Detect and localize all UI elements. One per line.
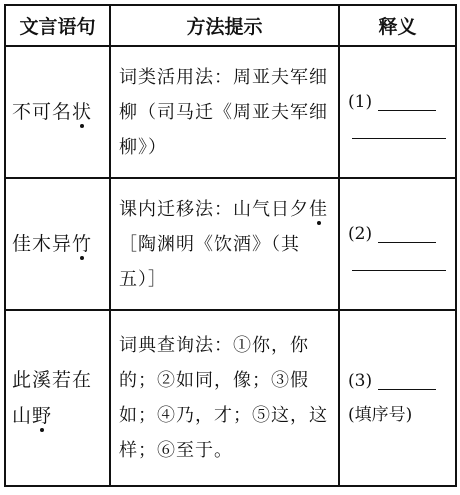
header-sentence: 文言语句 xyxy=(5,5,110,46)
sentence-cell xyxy=(5,178,110,310)
header-row xyxy=(5,5,456,46)
answer-area xyxy=(340,364,455,432)
emphasis-char: 野 xyxy=(32,398,52,434)
table-row xyxy=(5,46,456,178)
table-row xyxy=(5,178,456,310)
header-meaning: 释义 xyxy=(339,5,456,46)
emphasis-char: 佳 xyxy=(309,192,328,227)
emphasis-char: 状 xyxy=(72,94,92,130)
method-part: ［陶渊明《饮酒》（其五）］ xyxy=(119,233,300,290)
answer-blank-second[interactable] xyxy=(352,269,446,271)
method-text: 词类活用法：周亚夫军细柳（司马迁《周亚夫军细柳》） xyxy=(119,66,328,158)
sentence-text xyxy=(6,362,109,434)
sentence-part: 佳木异 xyxy=(12,233,73,255)
answer-blank[interactable] xyxy=(378,389,436,390)
method-text: 词典查询法：①你，你的；②如同，像；③假如；④乃，才；⑤这，这样；⑥至于。 xyxy=(119,335,328,461)
sentence-cell xyxy=(5,310,110,486)
answer-cell xyxy=(339,178,456,310)
sentence-text xyxy=(6,94,109,130)
answer-cell xyxy=(339,46,456,178)
table-row xyxy=(5,310,456,486)
answer-label: (1) xyxy=(348,92,373,112)
method-cell xyxy=(110,310,339,486)
answer-area xyxy=(340,85,455,139)
sentence-cell xyxy=(5,46,110,178)
answer-blank[interactable] xyxy=(378,242,436,243)
answer-label: (3) xyxy=(348,371,373,391)
method-part: 课内迁移法：山气日夕 xyxy=(119,198,309,220)
emphasis-char: 竹 xyxy=(72,226,92,262)
answer-blank-second[interactable] xyxy=(352,137,446,139)
sentence-text xyxy=(6,226,109,262)
answer-label: (2) xyxy=(348,224,373,244)
method-cell xyxy=(110,178,339,310)
answer-area xyxy=(340,217,455,271)
method-cell xyxy=(110,46,339,178)
answer-blank[interactable] xyxy=(378,110,436,111)
sentence-part: 不可名 xyxy=(12,101,73,123)
header-method: 方法提示 xyxy=(110,5,339,46)
answer-cell xyxy=(339,310,456,486)
method-text xyxy=(111,192,338,297)
sentence-part: 此溪若在山 xyxy=(12,369,93,427)
classical-chinese-table xyxy=(4,4,457,487)
answer-note: (填序号) xyxy=(348,405,413,425)
